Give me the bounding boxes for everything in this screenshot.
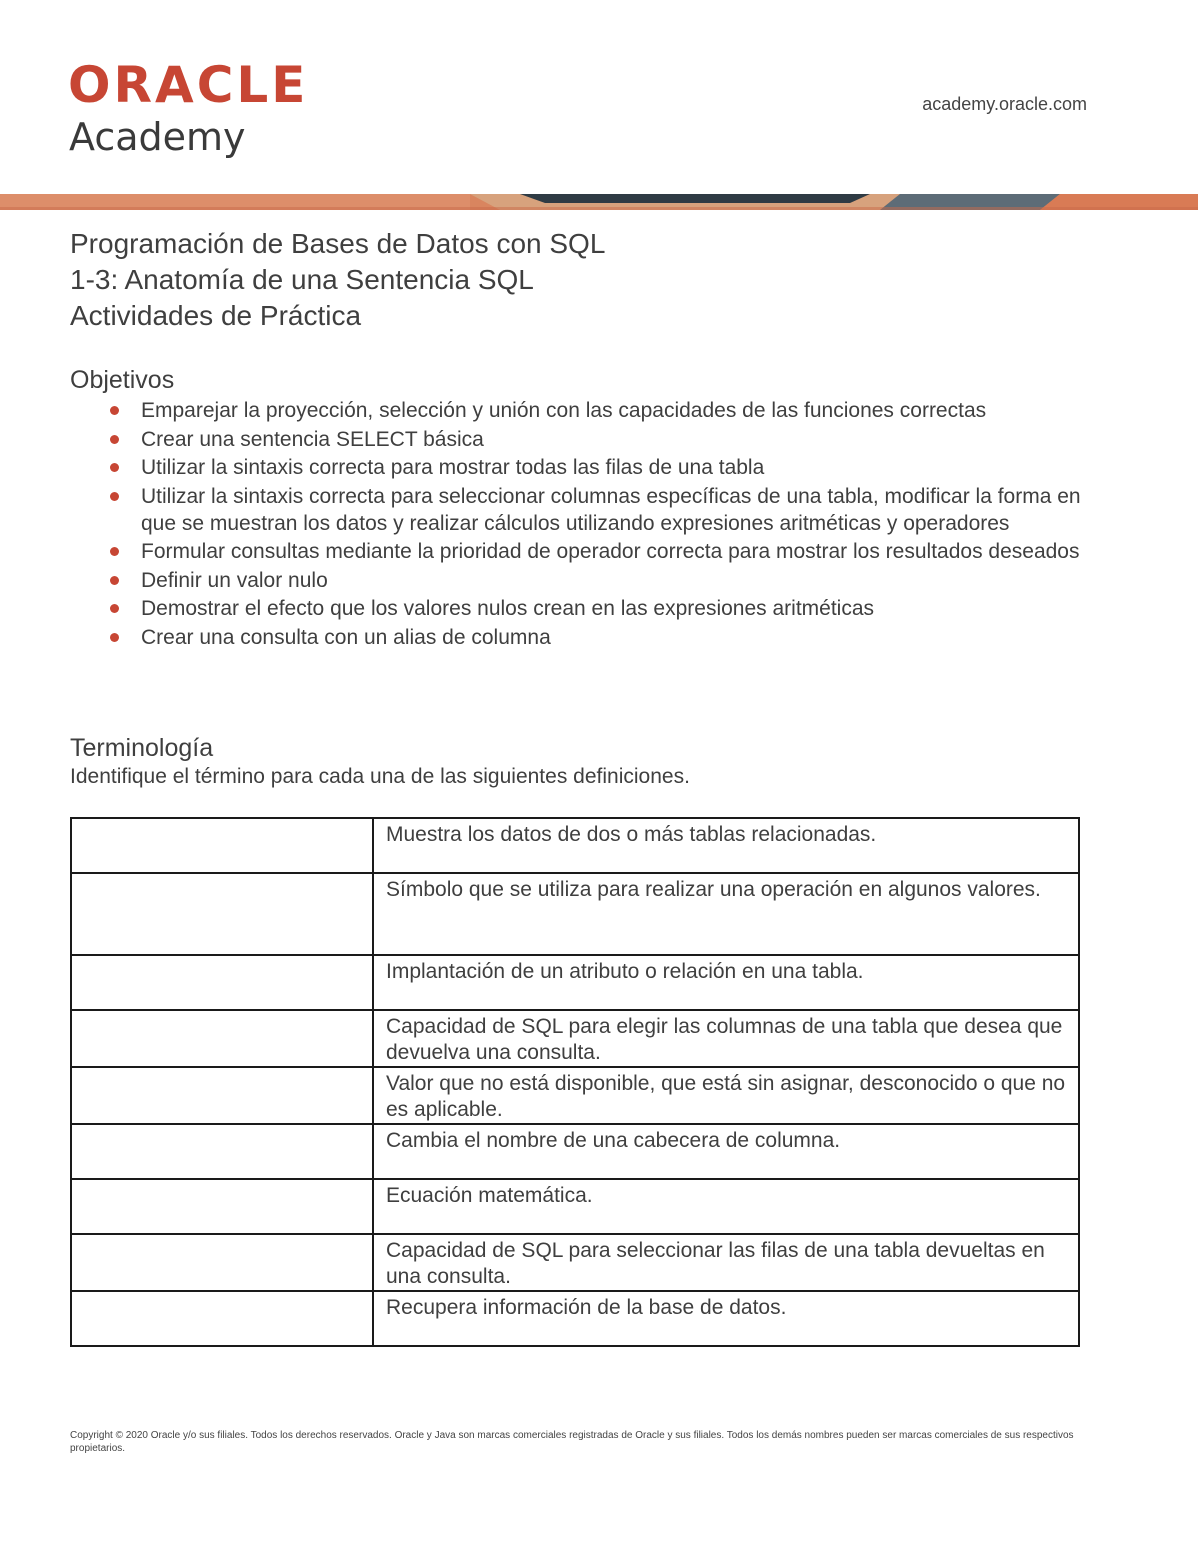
definition-cell: Cambia el nombre de una cabecera de columna. — [373, 1124, 1079, 1179]
site-url: academy.oracle.com — [922, 94, 1087, 114]
list-item — [110, 397, 1100, 424]
objective-text: Emparejar la proyección, selección y unión con las capacidades de las funciones correctas — [141, 399, 987, 422]
list-item — [110, 538, 1100, 565]
term-answer-cell[interactable] — [71, 1067, 373, 1124]
terminology-table — [70, 817, 1080, 1347]
term-answer-cell[interactable] — [71, 873, 373, 955]
definition-cell: Ecuación matemática. — [373, 1179, 1079, 1234]
objective-text: Demostrar el efecto que los valores nulos crean en las expresiones aritméticas — [141, 597, 875, 620]
objective-text: Utilizar la sintaxis correcta para seleccionar columnas específicas de una tabla, modificar la forma en que se muestran los datos y realizar cálculos utilizando expresiones aritméticas y operadores — [141, 484, 1081, 535]
term-answer-cell[interactable] — [71, 1291, 373, 1346]
term-answer-cell[interactable] — [71, 1124, 373, 1179]
list-item — [110, 483, 1100, 537]
objective-text: Formular consultas mediante la prioridad de operador correcta para mostrar los resultados deseados — [141, 540, 1080, 563]
objective-text: Definir un valor nulo — [141, 568, 328, 592]
bullet-icon — [110, 604, 119, 613]
course-title: Programación de Bases de Datos con SQL — [70, 228, 606, 259]
bullet-icon — [110, 435, 119, 444]
objective-text: Crear una sentencia SELECT básica — [141, 427, 484, 451]
activity-title: Actividades de Práctica — [70, 300, 362, 331]
copyright-notice: Copyright © 2020 Oracle y/o sus filiales. Todos los derechos reservados. Oracle y Java son marcas comerciales registradas de Oracle y sus filiales. Todos los demás nombres pueden ser marcas comerciales de sus respectivos propietarios. — [70, 1430, 1074, 1454]
definition-cell: Valor que no está disponible, que está sin asignar, desconocido o que no es aplicable. — [373, 1067, 1079, 1124]
list-item — [110, 624, 1100, 651]
term-answer-cell[interactable] — [71, 1234, 373, 1291]
list-item — [110, 426, 1100, 453]
term-answer-cell[interactable] — [71, 955, 373, 1010]
term-answer-cell[interactable] — [71, 1010, 373, 1067]
objectives-heading: Objetivos — [70, 366, 175, 394]
oracle-logo: ORACLE — [68, 56, 309, 114]
objective-text: Crear una consulta con un alias de columna — [141, 625, 551, 649]
table-row — [71, 1234, 1079, 1291]
terminology-intro: Identifique el término para cada una de las siguientes definiciones. — [70, 765, 690, 788]
bullet-icon — [110, 492, 119, 501]
table-row — [71, 818, 1079, 873]
table-row — [71, 1124, 1079, 1179]
bullet-icon — [110, 576, 119, 585]
list-item — [110, 454, 1100, 481]
objective-text: Utilizar la sintaxis correcta para mostrar todas las filas de una tabla — [141, 456, 765, 479]
bullet-icon — [110, 633, 119, 642]
definition-cell: Recupera información de la base de datos. — [373, 1291, 1079, 1346]
table-row — [71, 1291, 1079, 1346]
bullet-icon — [110, 547, 119, 556]
bullet-icon — [110, 406, 119, 415]
table-row — [71, 1067, 1079, 1124]
term-answer-cell[interactable] — [71, 1179, 373, 1234]
table-row — [71, 1179, 1079, 1234]
definition-cell: Muestra los datos de dos o más tablas relacionadas. — [373, 818, 1079, 873]
list-item — [110, 595, 1100, 622]
table-row — [71, 1010, 1079, 1067]
definition-cell: Capacidad de SQL para elegir las columnas de una tabla que desea que devuelva una consulta. — [373, 1010, 1079, 1067]
terminology-heading: Terminología — [70, 734, 214, 762]
table-row — [71, 955, 1079, 1010]
term-answer-cell[interactable] — [71, 818, 373, 873]
table-row — [71, 873, 1079, 955]
lesson-title: 1-3: Anatomía de una Sentencia SQL — [70, 264, 534, 295]
objectives-list — [110, 397, 1100, 652]
academy-logo-text: Academy — [69, 115, 246, 159]
header-banner — [0, 194, 1198, 210]
document-titles — [70, 226, 605, 334]
bullet-icon — [110, 463, 119, 472]
definition-cell: Símbolo que se utiliza para realizar una operación en algunos valores. — [373, 873, 1079, 955]
definition-cell: Capacidad de SQL para seleccionar las filas de una tabla devueltas en una consulta. — [373, 1234, 1079, 1291]
list-item — [110, 567, 1100, 594]
definition-cell: Implantación de un atributo o relación en una tabla. — [373, 955, 1079, 1010]
